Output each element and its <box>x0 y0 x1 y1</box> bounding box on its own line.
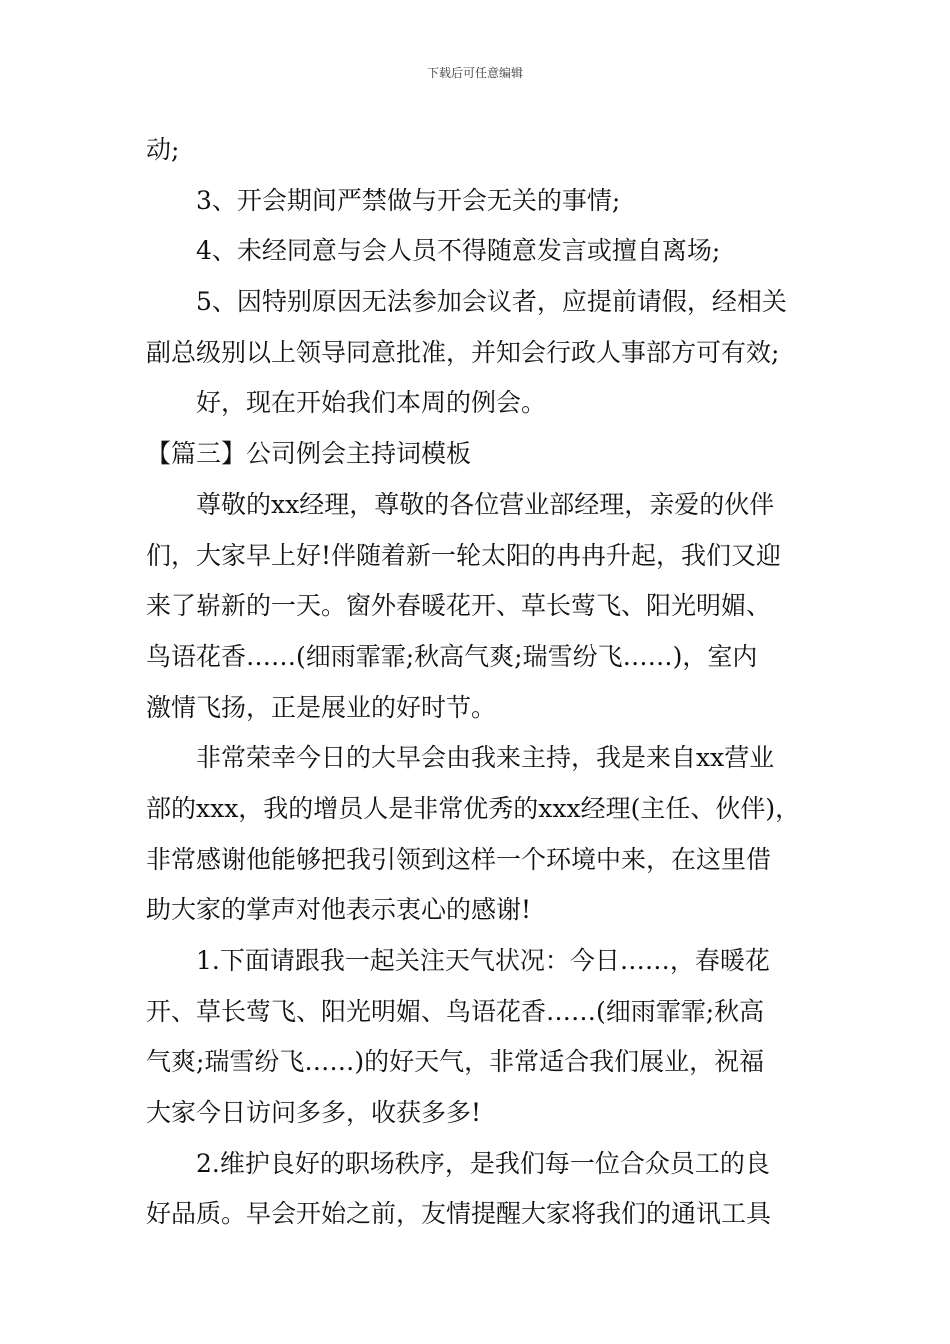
text-line: 好，现在开始我们本周的例会。 <box>196 388 547 418</box>
text-line: 们，大家早上好!伴随着新一轮太阳的冉冉升起，我们又迎 <box>146 540 782 570</box>
text-line: 尊敬的xx经理，尊敬的各位营业部经理，亲爱的伙伴 <box>196 489 775 519</box>
text-line: 鸟语花香……(细雨霏霏;秋高气爽;瑞雪纷飞……)，室内 <box>146 641 758 671</box>
text-line: 【篇三】公司例会主持词模板 <box>146 439 472 469</box>
text-line: 大家今日访问多多，收获多多! <box>146 1098 482 1128</box>
text-line: 非常感谢他能够把我引领到这样一个环境中来，在这里借 <box>146 844 772 874</box>
text-line: 好品质。早会开始之前，友情提醒大家将我们的通讯工具 <box>146 1199 772 1229</box>
text-line: 助大家的掌声对他表示衷心的感谢! <box>146 895 532 925</box>
text-line: 3、开会期间严禁做与开会无关的事情; <box>196 185 621 215</box>
text-line: 1.下面请跟我一起关注天气状况：今日……，春暖花 <box>196 946 770 975</box>
text-line: 4、未经同意与会人员不得随意发言或擅自离场; <box>196 236 721 266</box>
text-line: 动; <box>146 135 180 164</box>
text-line: 气爽;瑞雪纷飞……)的好天气，非常适合我们展业，祝福 <box>146 1047 765 1077</box>
text-line: 来了崭新的一天。窗外春暖花开、草长莺飞、阳光明媚、 <box>146 591 772 621</box>
text-line: 2.维护良好的职场秩序，是我们每一位合众员工的良 <box>196 1148 770 1178</box>
document-body <box>146 125 811 1240</box>
text-line: 部的xxx，我的增员人是非常优秀的xxx经理(主任、伙伴)， <box>146 793 801 823</box>
text-line: 5、因特别原因无法参加会议者，应提前请假，经相关 <box>196 287 787 317</box>
page-header: 下载后可任意编辑 <box>426 66 523 80</box>
text-line: 开、草长莺飞、阳光明媚、鸟语花香……(细雨霏霏;秋高 <box>146 996 765 1026</box>
text-line: 副总级别以上领导同意批准，并知会行政人事部方可有效; <box>146 337 780 367</box>
text-line: 非常荣幸今日的大早会由我来主持，我是来自xx营业 <box>196 743 775 773</box>
text-line: 激情飞扬，正是展业的好时节。 <box>146 692 497 722</box>
